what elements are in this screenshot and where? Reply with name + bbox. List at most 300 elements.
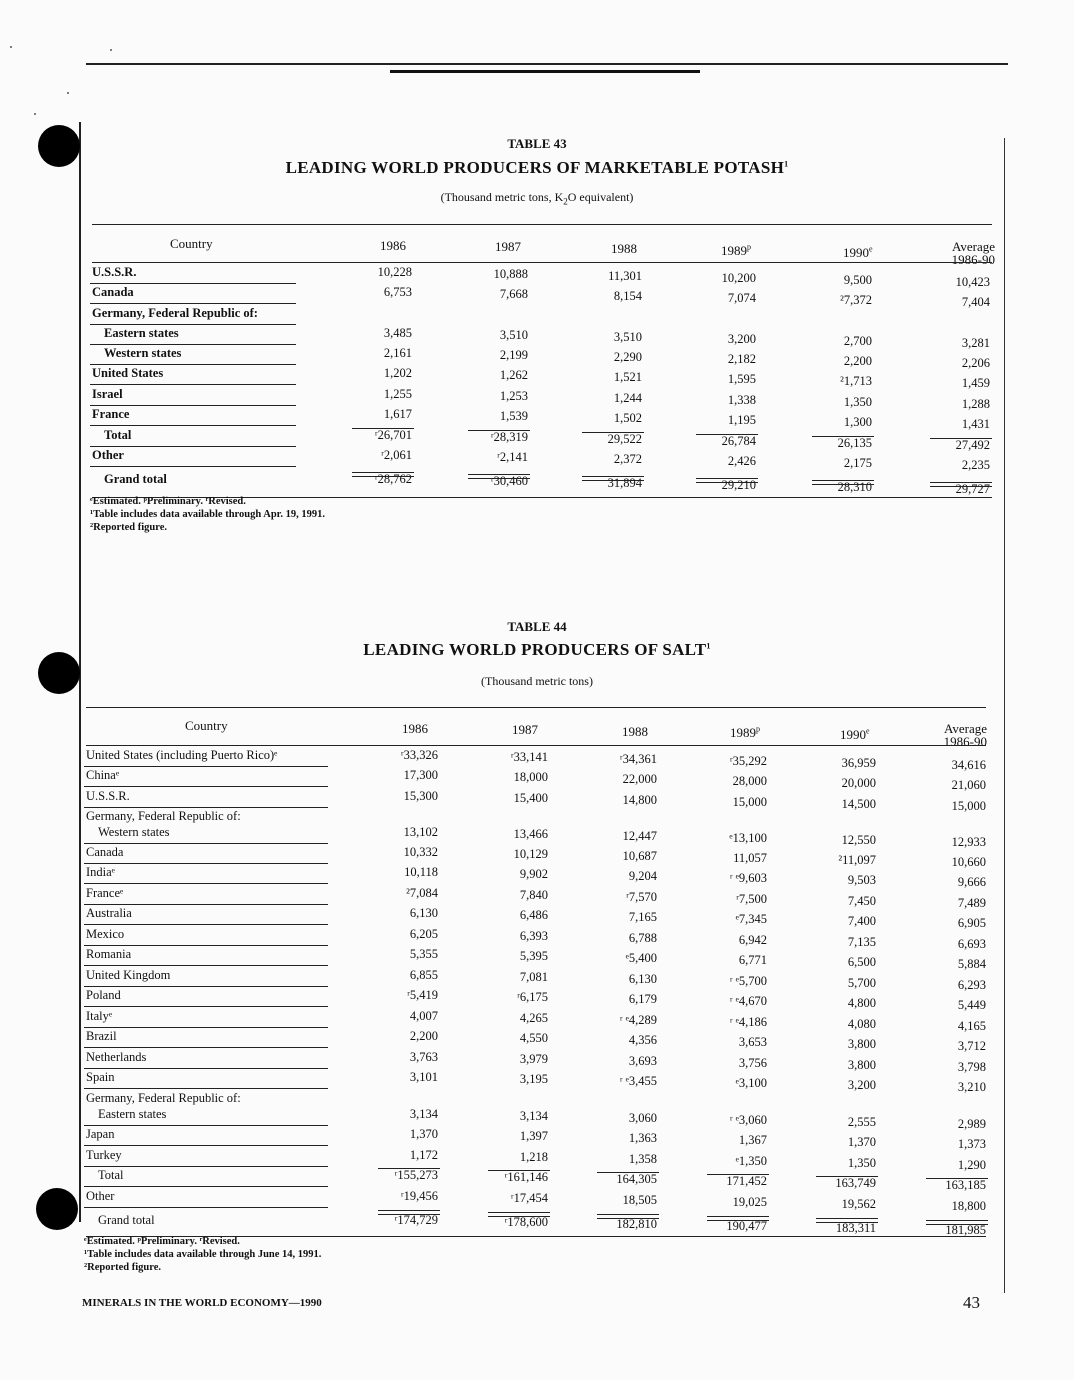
row-label: Australia bbox=[86, 906, 132, 920]
row-label: Western states bbox=[98, 825, 170, 839]
cell-1986: 1,370 bbox=[409, 1127, 438, 1141]
cell-1986: ʳ174,729 bbox=[394, 1213, 438, 1227]
cell-1987: 1,262 bbox=[499, 368, 528, 382]
table43-footnote-1: ᵉEstimated. ᵖPreliminary. ʳRevised. bbox=[90, 496, 246, 507]
cell-1990: 163,749 bbox=[835, 1176, 876, 1190]
cell-1989: ᵉ13,100 bbox=[729, 831, 767, 845]
cell-1988: 22,000 bbox=[622, 772, 657, 786]
cell-1989: 26,784 bbox=[721, 434, 756, 448]
cell-1987: 1,253 bbox=[499, 389, 528, 403]
row-label-underline bbox=[84, 924, 328, 925]
row-label-underline bbox=[84, 1166, 328, 1167]
cell-1988: 6,130 bbox=[628, 972, 657, 986]
cell-1986: 13,102 bbox=[403, 825, 438, 839]
cell-1988: 31,894 bbox=[607, 476, 642, 490]
row-label-underline bbox=[84, 1088, 328, 1089]
cell-average: 1,288 bbox=[961, 397, 990, 411]
cell-1987: 1,539 bbox=[499, 409, 528, 423]
cell-1990: 4,800 bbox=[847, 996, 876, 1010]
grand-total-rule bbox=[378, 1210, 440, 1215]
row-label: France bbox=[92, 407, 130, 421]
cell-average: 9,666 bbox=[957, 875, 986, 889]
table44-footnote-3: ²Reported figure. bbox=[84, 1262, 162, 1273]
table44-header-1990-mark: e bbox=[866, 726, 870, 736]
cell-1987: 7,668 bbox=[499, 287, 528, 301]
table-row bbox=[0, 947, 1074, 971]
row-label: Grand total bbox=[98, 1213, 155, 1227]
cell-1988: 12,447 bbox=[622, 829, 657, 843]
cell-1988: ʳ ᵉ4,289 bbox=[619, 1013, 657, 1027]
row-label-underline bbox=[84, 883, 328, 884]
cell-1990: 1,350 bbox=[843, 395, 872, 409]
cell-1990: 2,200 bbox=[843, 354, 872, 368]
table-row bbox=[0, 1029, 1074, 1053]
cell-1990: 3,800 bbox=[847, 1037, 876, 1051]
table-row bbox=[0, 1148, 1074, 1172]
cell-average: 21,060 bbox=[951, 778, 986, 792]
cell-1988: ʳ7,570 bbox=[626, 890, 657, 904]
table-row bbox=[0, 1107, 1074, 1131]
cell-1990: 3,800 bbox=[847, 1058, 876, 1072]
cell-1989: ʳ ᵉ4,186 bbox=[729, 1015, 767, 1029]
cell-1990: 28,310 bbox=[837, 480, 872, 494]
cell-1989: ᵉ3,100 bbox=[735, 1076, 767, 1090]
cell-1986: ʳ2,061 bbox=[381, 448, 412, 462]
cell-average: 10,423 bbox=[955, 275, 990, 289]
table43-subtitle-sub: 2 bbox=[563, 196, 568, 207]
row-label: United Kingdom bbox=[86, 968, 171, 982]
table-row bbox=[0, 825, 1074, 849]
row-label-underline bbox=[84, 1006, 328, 1007]
cell-1989: 3,653 bbox=[738, 1035, 767, 1049]
cell-1990: 7,135 bbox=[847, 935, 876, 949]
grand-total-rule bbox=[707, 1216, 769, 1221]
cell-1990: 12,550 bbox=[841, 833, 876, 847]
cell-1987: 3,134 bbox=[519, 1109, 548, 1123]
cell-1988: 7,165 bbox=[628, 910, 657, 924]
subtotal-rule bbox=[597, 1172, 659, 1173]
cell-1990: 1,370 bbox=[847, 1135, 876, 1149]
cell-average: 6,905 bbox=[957, 916, 986, 930]
row-label-underline bbox=[84, 1027, 328, 1028]
cell-1988: 10,687 bbox=[622, 849, 657, 863]
cell-1987: 10,888 bbox=[493, 267, 528, 281]
cell-1988: 1,502 bbox=[613, 411, 642, 425]
table44-header-1990-year: 1990 bbox=[840, 727, 866, 742]
cell-1986: 1,172 bbox=[409, 1148, 438, 1162]
cell-1987: ʳ2,141 bbox=[497, 450, 528, 464]
table44-subtitle: (Thousand metric tons) bbox=[481, 674, 593, 688]
row-label-underline bbox=[84, 1145, 328, 1146]
cell-1988: 3,060 bbox=[628, 1111, 657, 1125]
cell-average: 15,000 bbox=[951, 799, 986, 813]
row-label: Spain bbox=[86, 1070, 115, 1084]
table43-title-footnote-mark: 1 bbox=[784, 159, 789, 169]
row-label-underline bbox=[84, 1047, 328, 1048]
table-row bbox=[0, 906, 1074, 930]
cell-1990: 1,300 bbox=[843, 415, 872, 429]
cell-1987: 1,397 bbox=[519, 1129, 548, 1143]
table43-header-1988: 1988 bbox=[611, 241, 637, 256]
row-label: Other bbox=[92, 448, 124, 462]
cell-1990: 3,200 bbox=[847, 1078, 876, 1092]
row-label-underline bbox=[84, 1186, 328, 1187]
row-label: U.S.S.R. bbox=[86, 789, 130, 803]
row-label-underline bbox=[84, 986, 328, 987]
cell-1986: ʳ26,701 bbox=[374, 428, 412, 442]
cell-1989: 1,367 bbox=[738, 1133, 767, 1147]
cell-1990: 20,000 bbox=[841, 776, 876, 790]
cell-1988: 14,800 bbox=[622, 793, 657, 807]
table44-header-1989 bbox=[730, 725, 760, 741]
cell-1987: 1,218 bbox=[519, 1150, 548, 1164]
table44-number: TABLE 44 bbox=[507, 619, 567, 634]
row-label-underline bbox=[84, 807, 328, 808]
table-row bbox=[0, 865, 1074, 889]
cell-1989: ʳ35,292 bbox=[729, 754, 767, 768]
row-label: Total bbox=[104, 428, 132, 442]
cell-1989: 11,057 bbox=[733, 851, 767, 865]
row-label: Brazil bbox=[86, 1029, 117, 1043]
table44-header-country: Country bbox=[185, 718, 228, 733]
cell-1989: ʳ ᵉ9,603 bbox=[729, 871, 767, 885]
cell-1986: 2,200 bbox=[409, 1029, 438, 1043]
table-row bbox=[0, 1009, 1074, 1033]
cell-average: 12,933 bbox=[951, 835, 986, 849]
cell-1990: 26,135 bbox=[837, 436, 872, 450]
cell-1989: 2,182 bbox=[727, 352, 756, 366]
cell-1987: 3,195 bbox=[519, 1072, 548, 1086]
row-label: Canada bbox=[86, 845, 124, 859]
row-label: Canada bbox=[92, 285, 134, 299]
cell-average: 6,293 bbox=[957, 978, 986, 992]
cell-1988: 1,521 bbox=[613, 370, 642, 384]
row-label: Turkey bbox=[86, 1148, 122, 1162]
cell-average: 163,185 bbox=[945, 1178, 986, 1192]
row-label: Japan bbox=[86, 1127, 115, 1141]
cell-average: 1,431 bbox=[961, 417, 990, 431]
cell-1986: 2,161 bbox=[383, 346, 412, 360]
row-label: Eastern states bbox=[98, 1107, 167, 1121]
row-label: Other bbox=[86, 1189, 115, 1203]
table43-title-text: LEADING WORLD PRODUCERS OF MARKETABLE POTASH bbox=[285, 158, 785, 177]
cell-1986: ʳ5,419 bbox=[407, 988, 438, 1002]
cell-1989: ᵉ7,345 bbox=[735, 912, 767, 926]
table44-header-top-rule bbox=[86, 707, 986, 708]
cell-average: 18,800 bbox=[951, 1199, 986, 1213]
cell-1989: ᵉ1,350 bbox=[735, 1154, 767, 1168]
cell-1986: 17,300 bbox=[403, 768, 438, 782]
cell-1988: 2,290 bbox=[613, 350, 642, 364]
row-label: Italyᵉ bbox=[86, 1009, 113, 1023]
subtotal-rule bbox=[926, 1178, 988, 1179]
table44-header-average-line2: 1986-90 bbox=[943, 734, 987, 749]
table-row bbox=[0, 988, 1074, 1012]
cell-1987: 18,000 bbox=[513, 770, 548, 784]
cell-1989: 15,000 bbox=[732, 795, 767, 809]
cell-1990: 19,562 bbox=[841, 1197, 876, 1211]
page-number: 43 bbox=[963, 1293, 980, 1312]
cell-1989: 28,000 bbox=[732, 774, 767, 788]
row-label-underline bbox=[84, 945, 328, 946]
cell-1986: 1,202 bbox=[383, 366, 412, 380]
cell-1986: 6,205 bbox=[409, 927, 438, 941]
cell-1988: 4,356 bbox=[628, 1033, 657, 1047]
cell-average: 5,884 bbox=[957, 957, 986, 971]
row-label-underline bbox=[84, 766, 328, 767]
table43-header-1989-year: 1989 bbox=[721, 243, 747, 258]
cell-average: 181,985 bbox=[945, 1223, 986, 1237]
cell-1988: 8,154 bbox=[613, 289, 642, 303]
cell-1989: ʳ ᵉ4,670 bbox=[729, 994, 767, 1008]
cell-1986: 1,617 bbox=[383, 407, 412, 421]
subtotal-rule bbox=[707, 1174, 769, 1175]
row-label: United States bbox=[92, 366, 164, 380]
cell-1987: 13,466 bbox=[513, 827, 548, 841]
table-row bbox=[0, 1070, 1074, 1094]
cell-1987: 3,510 bbox=[499, 328, 528, 342]
row-label: United States (including Puerto Rico)ᵉ bbox=[86, 748, 278, 762]
cell-1987: 4,550 bbox=[519, 1031, 548, 1045]
cell-1988: ᵉ5,400 bbox=[625, 951, 657, 965]
cell-1987: ʳ30,460 bbox=[490, 474, 528, 488]
table43-number: TABLE 43 bbox=[507, 136, 567, 151]
table44-header-1987: 1987 bbox=[512, 722, 538, 737]
row-label: Germany, Federal Republic of: bbox=[86, 809, 241, 823]
cell-1988: 1,358 bbox=[628, 1152, 657, 1166]
row-label: Germany, Federal Republic of: bbox=[92, 306, 258, 320]
row-label: Grand total bbox=[104, 472, 167, 486]
cell-1988: 1,244 bbox=[613, 391, 642, 405]
table44-header-1989-mark: p bbox=[756, 724, 760, 734]
subtotal-rule bbox=[378, 1168, 440, 1169]
grand-total-rule bbox=[488, 1212, 550, 1217]
cell-1990: 4,080 bbox=[847, 1017, 876, 1031]
table43-header-average-line1: Average bbox=[951, 239, 995, 254]
cell-1988: 11,301 bbox=[608, 269, 642, 283]
table43-header-1987: 1987 bbox=[495, 239, 521, 254]
cell-1988: 9,204 bbox=[628, 869, 657, 883]
cell-average: 7,489 bbox=[957, 896, 986, 910]
table-row bbox=[0, 768, 1074, 792]
subtotal-rule bbox=[488, 1170, 550, 1171]
cell-1987: 7,840 bbox=[519, 888, 548, 902]
cell-1988: 164,305 bbox=[616, 1172, 657, 1186]
cell-1990: 7,400 bbox=[847, 914, 876, 928]
cell-average: 5,449 bbox=[957, 998, 986, 1012]
cell-1986: 6,753 bbox=[383, 285, 412, 299]
row-label: Indiaᵉ bbox=[86, 865, 115, 879]
table44-header-1990 bbox=[840, 727, 870, 743]
table44-header-1989-year: 1989 bbox=[730, 725, 756, 740]
cell-1989: ʳ ᵉ3,060 bbox=[729, 1113, 767, 1127]
row-label: Western states bbox=[104, 346, 182, 360]
table44-footnotes bbox=[84, 1235, 321, 1274]
cell-1988: 3,510 bbox=[613, 330, 642, 344]
cell-1987: 9,902 bbox=[519, 867, 548, 881]
cell-1989: 3,756 bbox=[738, 1056, 767, 1070]
cell-average: 3,712 bbox=[957, 1039, 986, 1053]
row-label: Netherlands bbox=[86, 1050, 147, 1064]
cell-1986: ʳ33,326 bbox=[400, 748, 438, 762]
cell-1986: 10,118 bbox=[404, 865, 438, 879]
cell-1990: 1,350 bbox=[847, 1156, 876, 1170]
table-row bbox=[0, 845, 1074, 869]
table-row bbox=[0, 968, 1074, 992]
cell-1987: 6,393 bbox=[519, 929, 548, 943]
row-label-underline bbox=[84, 1125, 328, 1126]
row-label-underline bbox=[84, 863, 328, 864]
table43-header-average-line2: 1986-90 bbox=[951, 252, 995, 267]
cell-1988: 6,179 bbox=[628, 992, 657, 1006]
table43-footnote-2: ¹Table includes data available through Apr. 19, 1991. bbox=[90, 509, 325, 520]
cell-1986: 10,332 bbox=[403, 845, 438, 859]
table-row bbox=[0, 748, 1074, 772]
row-label: Eastern states bbox=[104, 326, 179, 340]
cell-1986: 3,101 bbox=[409, 1070, 438, 1084]
table-row bbox=[0, 789, 1074, 813]
row-label-underline bbox=[84, 1068, 328, 1069]
table-row bbox=[0, 927, 1074, 951]
cell-1986: ²7,084 bbox=[406, 886, 438, 900]
cell-1990: 9,503 bbox=[847, 873, 876, 887]
cell-1990: 14,500 bbox=[841, 797, 876, 811]
cell-1986: ʳ19,456 bbox=[400, 1189, 438, 1203]
row-label: Poland bbox=[86, 988, 121, 1002]
cell-1987: 15,400 bbox=[513, 791, 548, 805]
row-label: U.S.S.R. bbox=[92, 265, 137, 279]
table-row bbox=[0, 1127, 1074, 1151]
table44-header-bottom-rule bbox=[86, 745, 986, 746]
cell-1990: 5,700 bbox=[847, 976, 876, 990]
cell-1987: 10,129 bbox=[513, 847, 548, 861]
table44-header-1988: 1988 bbox=[622, 724, 648, 739]
cell-average: 3,210 bbox=[957, 1080, 986, 1094]
table44-header-1986: 1986 bbox=[402, 721, 428, 736]
table44-title-text: LEADING WORLD PRODUCERS OF SALT bbox=[363, 640, 707, 659]
cell-average: 2,235 bbox=[961, 458, 990, 472]
cell-1989: ʳ7,500 bbox=[736, 892, 767, 906]
cell-average: 7,404 bbox=[961, 295, 990, 309]
cell-1989: 2,426 bbox=[727, 454, 756, 468]
cell-1987: ʳ178,600 bbox=[504, 1215, 548, 1229]
cell-average: 1,373 bbox=[957, 1137, 986, 1151]
table44-header-average-line1: Average bbox=[943, 721, 987, 736]
cell-1987: ʳ28,319 bbox=[490, 430, 528, 444]
cell-1987: ʳ17,454 bbox=[510, 1191, 548, 1205]
cell-1988: 6,788 bbox=[628, 931, 657, 945]
table44-footnote-1: ᵉEstimated. ᵖPreliminary. ʳRevised. bbox=[84, 1236, 240, 1247]
cell-average: 3,798 bbox=[957, 1060, 986, 1074]
cell-1988: 3,693 bbox=[628, 1054, 657, 1068]
table44-title-footnote-mark: 1 bbox=[706, 641, 711, 651]
cell-average: 2,989 bbox=[957, 1117, 986, 1131]
cell-average: 34,616 bbox=[951, 758, 986, 772]
row-label-underline bbox=[84, 904, 328, 905]
table43-footnote-3: ²Reported figure. bbox=[90, 522, 168, 533]
table-row bbox=[0, 1168, 1074, 1192]
table43-header-country: Country bbox=[170, 236, 213, 251]
page-footer: MINERALS IN THE WORLD ECONOMY—1990 bbox=[82, 1297, 322, 1309]
cell-1986: 10,228 bbox=[377, 265, 412, 279]
table43-header-1986: 1986 bbox=[380, 238, 406, 253]
cell-1989: 19,025 bbox=[732, 1195, 767, 1209]
row-label: Romania bbox=[86, 947, 132, 961]
cell-average: 27,492 bbox=[955, 438, 990, 452]
cell-1986: 4,007 bbox=[409, 1009, 438, 1023]
cell-1990: ²7,372 bbox=[840, 293, 872, 307]
table-row bbox=[0, 886, 1074, 910]
table-row bbox=[0, 1189, 1074, 1213]
cell-1989: 29,210 bbox=[721, 478, 756, 492]
cell-1987: 2,199 bbox=[499, 348, 528, 362]
cell-1989: 1,595 bbox=[727, 372, 756, 386]
cell-1990: ²11,097 bbox=[838, 853, 876, 867]
cell-1987: 6,486 bbox=[519, 908, 548, 922]
cell-1987: 7,081 bbox=[519, 970, 548, 984]
cell-average: 29,727 bbox=[955, 482, 990, 496]
row-label: Franceᵉ bbox=[86, 886, 124, 900]
row-label-underline bbox=[84, 786, 328, 787]
cell-average: 4,165 bbox=[957, 1019, 986, 1033]
row-label: Mexico bbox=[86, 927, 125, 941]
table43-subtitle-post: O equivalent) bbox=[567, 190, 634, 204]
cell-1986: 6,130 bbox=[409, 906, 438, 920]
cell-1988: 182,810 bbox=[616, 1217, 657, 1231]
cell-1989: 10,200 bbox=[721, 271, 756, 285]
grand-total-rule bbox=[816, 1218, 878, 1223]
cell-1988: ʳ34,361 bbox=[619, 752, 657, 766]
row-label: Chinaᵉ bbox=[86, 768, 120, 782]
grand-total-rule bbox=[597, 1214, 659, 1219]
cell-1987: 3,979 bbox=[519, 1052, 548, 1066]
table44-footnote-2: ¹Table includes data available through June 14, 1991. bbox=[84, 1249, 322, 1260]
cell-1990: 2,555 bbox=[847, 1115, 876, 1129]
cell-1990: 2,700 bbox=[843, 334, 872, 348]
cell-1987: ʳ33,141 bbox=[510, 750, 548, 764]
cell-average: 1,459 bbox=[961, 376, 990, 390]
cell-average: 6,693 bbox=[957, 937, 986, 951]
table43-header-1990-year: 1990 bbox=[843, 245, 869, 260]
row-label: Germany, Federal Republic of: bbox=[86, 1091, 241, 1105]
table-row bbox=[0, 1050, 1074, 1074]
row-label: Total bbox=[98, 1168, 124, 1182]
cell-1989: 1,195 bbox=[727, 413, 756, 427]
cell-1986: 6,855 bbox=[409, 968, 438, 982]
cell-1986: 3,485 bbox=[383, 326, 412, 340]
cell-1987: 5,395 bbox=[519, 949, 548, 963]
cell-1989: 171,452 bbox=[726, 1174, 767, 1188]
cell-1987: 4,265 bbox=[519, 1011, 548, 1025]
cell-average: 3,281 bbox=[961, 336, 990, 350]
cell-1986: 3,134 bbox=[409, 1107, 438, 1121]
row-label-underline bbox=[84, 843, 328, 844]
cell-1988: 1,363 bbox=[628, 1131, 657, 1145]
table43-header-1990-mark: e bbox=[869, 244, 873, 254]
cell-1987: ʳ161,146 bbox=[504, 1170, 548, 1184]
cell-average: 2,206 bbox=[961, 356, 990, 370]
cell-1990: 7,450 bbox=[847, 894, 876, 908]
cell-1986: 1,255 bbox=[383, 387, 412, 401]
cell-1988: ʳ ᵉ3,455 bbox=[619, 1074, 657, 1088]
row-label-underline bbox=[84, 965, 328, 966]
row-label-underline bbox=[84, 1207, 328, 1208]
cell-1989: ʳ ᵉ5,700 bbox=[729, 974, 767, 988]
table43-subtitle-pre: (Thousand metric tons, K bbox=[440, 190, 564, 204]
table43-header-1989-mark: p bbox=[747, 242, 751, 252]
cell-1989: 1,338 bbox=[727, 393, 756, 407]
grand-total-rule bbox=[926, 1220, 988, 1225]
